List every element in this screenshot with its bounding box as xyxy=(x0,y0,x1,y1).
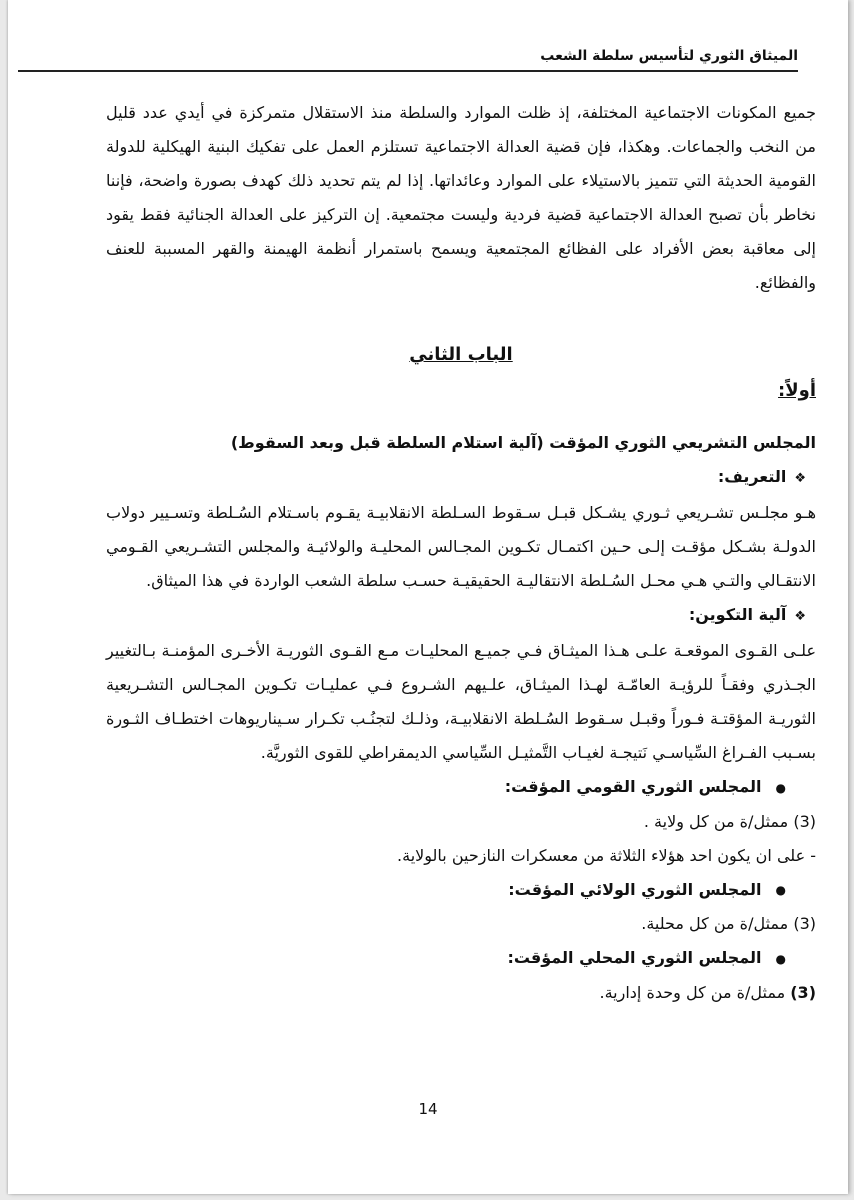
council-heading-text: المجلس الثوري المحلي المؤقت: xyxy=(507,948,762,967)
representative-count: (3) xyxy=(793,811,816,831)
council-heading-text: المجلس الثوري القومي المؤقت: xyxy=(504,777,762,796)
page-number: 14 xyxy=(418,1100,438,1118)
bullet-dot-icon: ● xyxy=(775,883,786,897)
representative-count: (3) xyxy=(790,982,816,1002)
section-title: المجلس التشريعي الثوري المؤقت (آلية استلام السلطة قبل وبعد السقوط) xyxy=(230,433,816,452)
document-page xyxy=(8,0,848,1194)
formation-paragraph: علـى القـوى الموقعـة علـى هـذا الميثـاق فـي جميـع المحليـات مـع القـوى الثوريـة الأخـرى المؤمنـة بـالتغيير الجـذري وفقـاً للرؤيـة العامّـة لهـذا الميثـاق، علـيهم الشـروع فـي عمليـات تكـوين المجـالس التشـريعية الثوريـة المؤقتـة فـوراً وقبـل سـقوط السُـلطة الانقلابيـة، وذلـك لتجنُـب تكـرار سـيناريوهات اختطـاف الثـورة بسـبب الفـراغ السِّياسـي نَتيجـة لغيـاب التَّمثيـل السِّياسي الديمقراطي للقوى الثوريَّة. xyxy=(106,641,816,762)
definition-heading-text: التعريف: xyxy=(717,467,787,486)
header-title: الميثاق الثوري لتأسيس سلطة الشعب xyxy=(540,48,798,64)
council-line-text: ممثل/ة من كل محلية. xyxy=(641,914,789,933)
definition-paragraph: هـو مجلـس تشـريعي ثـوري يشـكل قبـل سـقوط السـلطة الانقلابيـة يقـوم باسـتلام السُـلطة وتسـيير دولاب الدولـة بشـكل مؤقـت إلـى حـين اكتمـال تكـوين المجـالس المحليـة والولائيـة والمجلس التشـريعي القـومي الانتقـالي والتـي هـي محـل السُـلطة الانتقاليـة الحقيقيـة حسـب سلطة الشعب الواردة في هذا الميثاق. xyxy=(106,503,816,590)
diamond-bullet-icon: ❖ xyxy=(794,471,806,486)
council-heading-state xyxy=(106,873,816,908)
council-heading-text: المجلس الثوري الولائي المؤقت: xyxy=(508,879,762,899)
intro-paragraph: جميع المكونات الاجتماعية المختلفة، إذ ظلت الموارد والسلطة منذ الاستقلال متمركزة في أيدي عدد قليل من النخب والجماعات. وهكذا، فإن قضية العدالة الاجتماعية تستلزم العمل على تفكيك البنية الهيكلية للدولة القومية الحديثة التي تتميز بالاستيلاء على الموارد وعائداتها. إذا لم يتم تحديد ذلك كهدف بصورة واضحة، فإننا نخاطر بأن تصبح العدالة الاجتماعية قضية فردية وليست مجتمعية. إن التركيز على العدالة الجنائية فقط يقود إلى معاقبة بعض الأفراد على الفظائع المجتمعية ويسمح باستمرار أنظمة الهيمنة والقهر المسببة للعنف والفظائع. xyxy=(106,103,816,292)
council-heading-national xyxy=(106,770,816,805)
bullet-dot-icon: ● xyxy=(775,951,786,966)
council-line-text: ممثل/ة من كل وحدة إدارية. xyxy=(599,982,786,1002)
diamond-bullet-icon: ❖ xyxy=(794,609,806,624)
page-body xyxy=(106,96,816,1010)
council-line-text: ممثل/ة من كل ولاية . xyxy=(643,811,789,831)
running-header xyxy=(18,44,798,72)
definition-heading xyxy=(106,460,816,496)
council-line xyxy=(106,907,816,941)
formation-heading xyxy=(106,598,816,634)
council-heading-local xyxy=(106,941,816,976)
section-number: أولاً: xyxy=(778,380,816,401)
chapter-title: الباب الثاني xyxy=(409,344,513,365)
council-line xyxy=(106,839,816,873)
bullet-dot-icon: ● xyxy=(775,780,786,795)
council-line xyxy=(106,805,816,839)
council-line-text: - على ان يكون احد هؤلاء الثلاثة من معسكرات النازحين بالولاية. xyxy=(397,845,816,865)
council-line xyxy=(106,976,816,1010)
representative-count: (3) xyxy=(793,914,816,933)
formation-heading-text: آلية التكوين: xyxy=(688,605,787,624)
